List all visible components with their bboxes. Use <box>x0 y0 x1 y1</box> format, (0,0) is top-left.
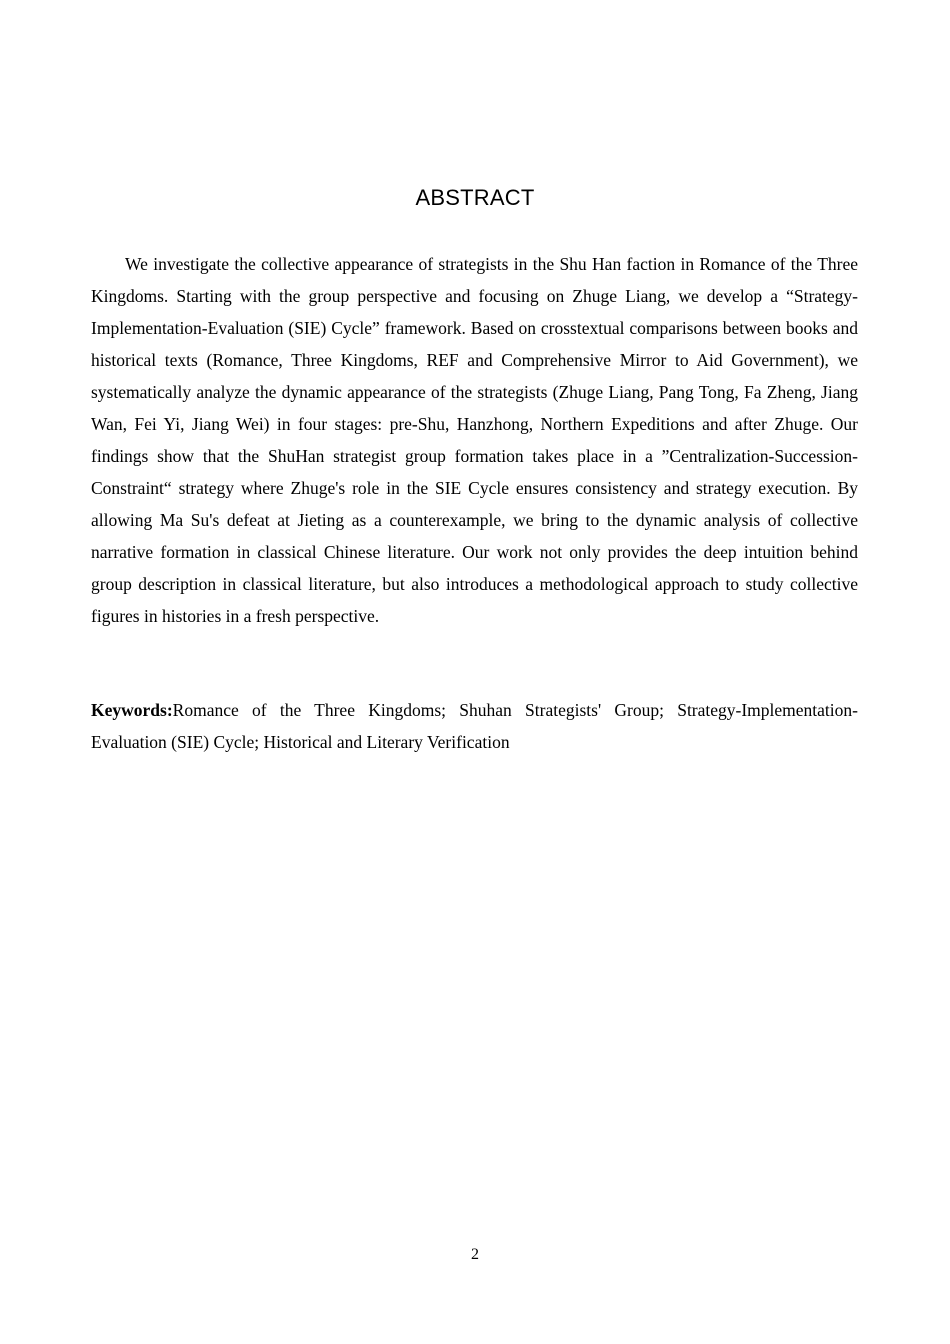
keywords-paragraph <box>91 694 858 758</box>
keywords-label: Keywords: <box>91 700 173 720</box>
page-number: 2 <box>471 1246 479 1263</box>
abstract-heading: ABSTRACT <box>415 185 535 210</box>
abstract-paragraph: We investigate the collective appearance of strategists in the Shu Han faction in Romance of the Three Kingdoms. Starting with the group perspective and focusing on Zhuge Liang, we develop a “Strategy-Implementation-Evaluation (SIE) Cycle” framework. Based on crosstextual comparisons between books and historical texts (Romance, Three Kingdoms, REF and Comprehensive Mirror to Aid Government), we systematically analyze the dynamic appearance of the strategists (Zhuge Liang, Pang Tong, Fa Zheng, Jiang Wan, Fei Yi, Jiang Wei) in four stages: pre-Shu, Hanzhong, Northern Expeditions and after Zhuge. Our findings show that the ShuHan strategist group formation takes place in a ”Centralization-Succession-Constraint“ strategy where Zhuge's role in the SIE Cycle ensures consistency and strategy execution. By allowing Ma Su's defeat at Jieting as a counterexample, we bring to the dynamic analysis of collective narrative formation in classical Chinese literature. Our work not only provides the deep intuition behind group description in classical literature, but also introduces a methodological approach to study collective figures in histories in a fresh perspective. <box>91 254 858 626</box>
keywords-text: Romance of the Three Kingdoms; Shuhan Strategists' Group; Strategy-Implementation-Evaluation (SIE) Cycle; Historical and Literary Verification <box>91 700 858 752</box>
